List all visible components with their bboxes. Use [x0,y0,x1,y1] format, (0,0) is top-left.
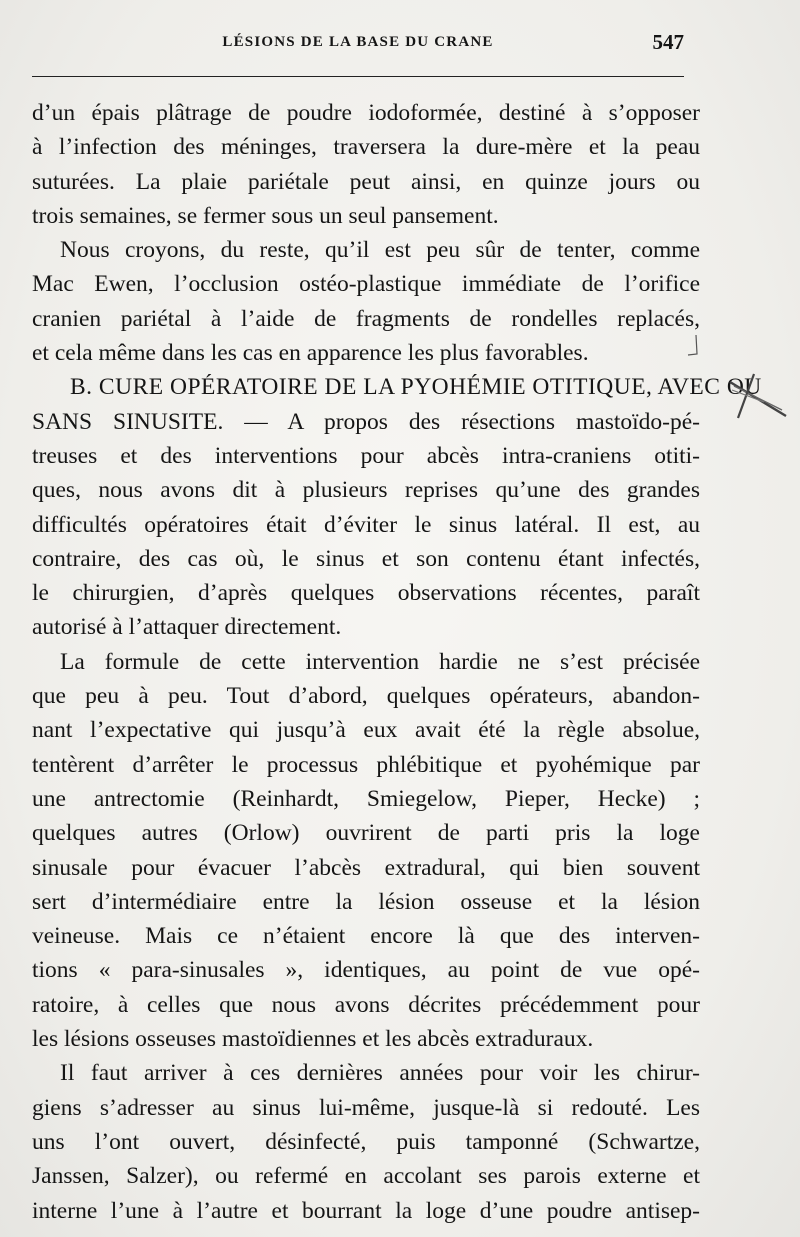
text-line: cranien pariétal à l’aide de fragments de rondelles replacés, [32,305,700,332]
running-head: LÉSIONS DE LA BASE DU CRANE [222,34,494,50]
pencil-bracket-mark [686,334,700,358]
text-line: tions « para-sinusales », identiques, au point de vue opé- [32,957,700,984]
text-line: une antrectomie (Reinhardt, Smiegelow, Pieper, Hecke) ; [32,785,700,812]
text-line: treuses et des interventions pour abcès intra-craniens otiti- [32,442,700,469]
text-line: trois semaines, se fermer sous un seul pansement. [32,202,499,229]
text-line: giens s’adresser au sinus lui-même, jusque-là si redouté. Les [32,1094,700,1121]
section-heading-line: B. CURE OPÉRATOIRE DE LA PYOHÉMIE OTITIQUE, AVEC OU [70,374,762,401]
text-line: sert d’intermédiaire entre la lésion osseuse et la lésion [32,888,700,915]
text-line: quelques autres (Orlow) ouvrirent de parti pris la loge [32,820,700,847]
text-line: que peu à peu. Tout d’abord, quelques opérateurs, abandon- [32,683,700,710]
text-line: tentèrent d’arrêter le processus phlébitique et pyohémique par [32,751,700,778]
text-line: La formule de cette intervention hardie ne s’est précisée [60,648,700,675]
text-line: et cela même dans les cas en apparence les plus favorables. [32,340,589,367]
text-line: suturées. La plaie pariétale peut ainsi, en quinze jours ou [32,168,700,195]
body-text [32,96,762,1228]
text-line: les lésions osseuses mastoïdiennes et les abcès extraduraux. [32,1026,594,1053]
text-line: à l’infection des méninges, traversera la dure-mère et la peau [32,134,700,161]
text-line: sinusale pour évacuer l’abcès extradural, qui bien souvent [32,854,700,881]
text-line: nant l’expectative qui jusqu’à eux avait été la règle absolue, [32,717,700,744]
text-line: Janssen, Salzer), ou refermé en accolant ses parois externe et [32,1163,700,1190]
text-line: d’un épais plâtrage de poudre iodoformée, destiné à s’opposer [32,100,700,126]
text-line: difficultés opératoires était d’éviter le sinus latéral. Il est, au [32,511,700,538]
text-line: ques, nous avons dit à plusieurs reprises qu’une des grandes [32,477,700,504]
text-line: SANS SINUSITE. — A propos des résections mastoïdo-pé- [32,408,700,435]
text-line: ratoire, à celles que nous avons décrites précédemment pour [32,991,700,1018]
text-line: uns l’ont ouvert, désinfecté, puis tamponné (Schwartze, [32,1128,700,1155]
text-line: veineuse. Mais ce n’étaient encore là que des interven- [32,923,700,950]
text-line: Nous croyons, du reste, qu’il est peu sûr de tenter, comme [60,237,700,264]
text-line: le chirurgien, d’après quelques observations récentes, paraît [32,580,700,607]
text-line: contraire, des cas où, le sinus et son contenu étant infectés, [32,545,700,572]
pencil-cross-mark [724,372,794,422]
text-line: Mac Ewen, l’occlusion ostéo-plastique immédiate de l’orifice [32,271,700,298]
page-number: 547 [652,30,684,54]
page-header [32,30,684,60]
text-line: interne l’une à l’autre et bourrant la loge d’une poudre antisep- [32,1197,700,1224]
text-line: autorisé à l’attaquer directement. [32,614,342,641]
header-rule [32,76,684,77]
text-line: Il faut arriver à ces dernières années pour voir les chirur- [60,1060,700,1087]
